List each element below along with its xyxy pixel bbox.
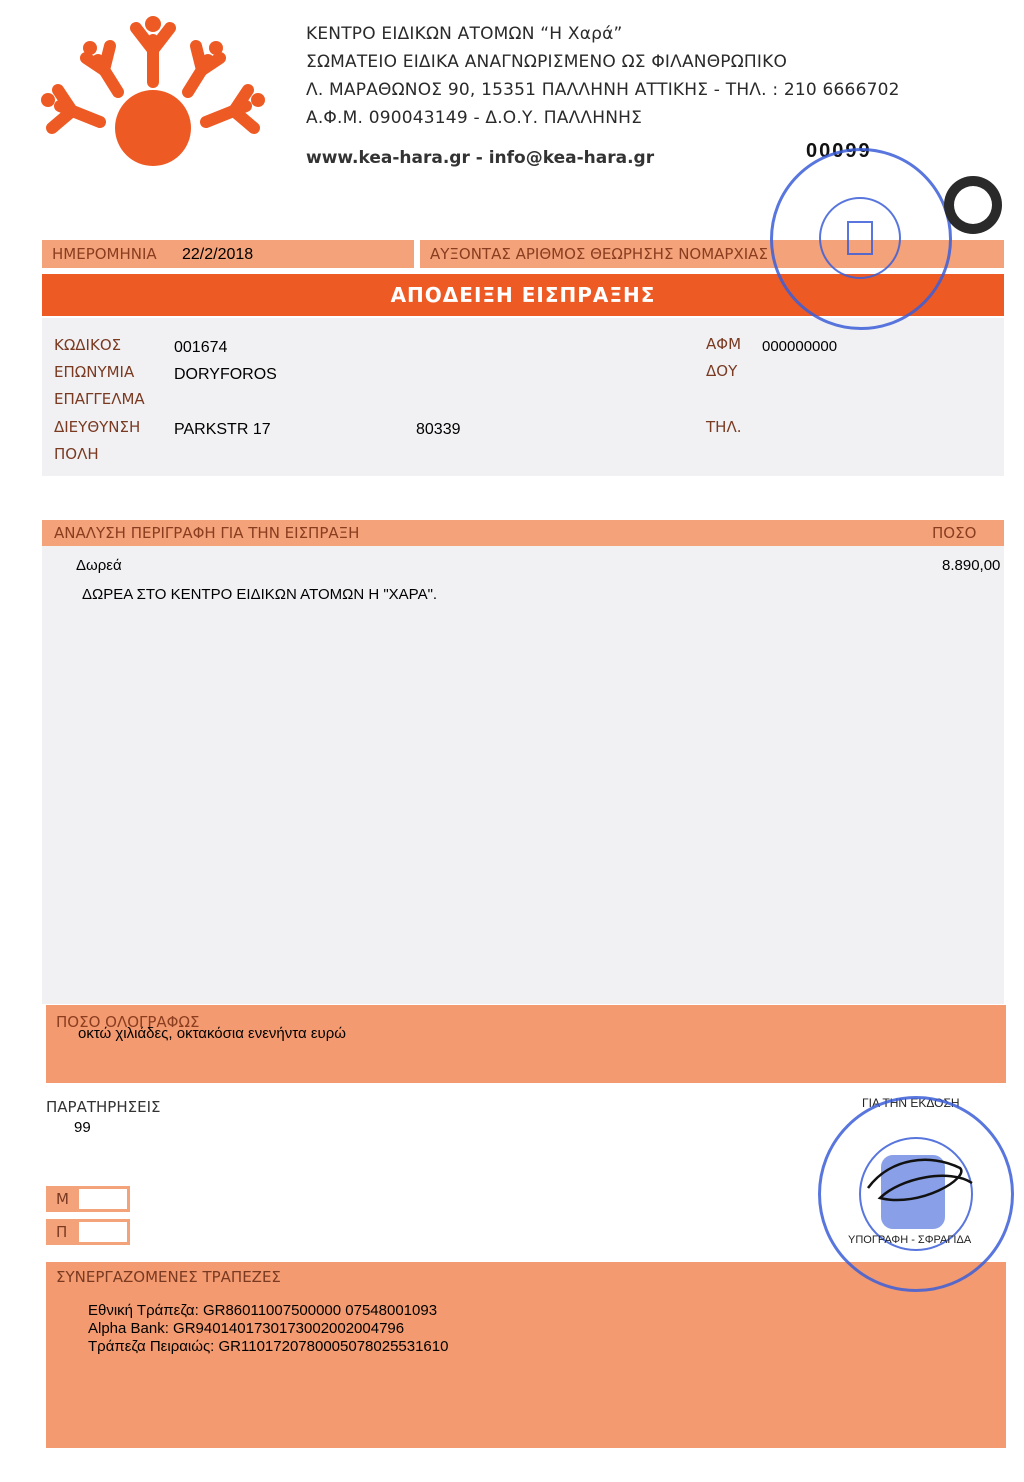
code-label: ΚΩΔΙΚΟΣ (54, 336, 122, 354)
date-bar (42, 240, 414, 268)
org-subtitle: ΣΩΜΑΤΕΙΟ ΕΙΔΙΚΑ ΑΝΑΓΝΩΡΙΣΜΕΝΟ ΩΣ ΦΙΛΑΝΘΡΩΠΙΚΟ (306, 52, 788, 72)
item-amount: 8.890,00 (942, 557, 1001, 574)
receipt-serial-number: 00099 (806, 140, 872, 162)
checkbox-p-row (46, 1219, 130, 1245)
doy-label: ΔΟΥ (706, 362, 738, 380)
issuer-label: ΓΙΑ ΤΗΝ ΕΚΔΟΣΗ (862, 1096, 960, 1110)
phone-label: ΤΗΛ. (706, 418, 742, 436)
date-label: ΗΜΕΡΟΜΗΝΙΑ (52, 245, 157, 263)
amount-words-label: ΠΟΣΟ ΟΛΟΓΡΑΦΩΣ (56, 1013, 200, 1031)
bank-line-alpha: Alpha Bank: GR9401401730173002002004796 (88, 1320, 405, 1337)
org-address: Λ. ΜΑΡΑΘΩΝΟΣ 90, 15351 ΠΑΛΛΗΝΗ ΑΤΤΙΚΗΣ - ΤΗΛ. : 210 6666702 (306, 80, 900, 100)
bank-line-national: Εθνική Τράπεζα: GR86011007500000 07548001093 (88, 1302, 438, 1319)
certification-seal-icon (944, 176, 1002, 234)
org-web-link[interactable]: www.kea-hara.gr - info@kea-hara.gr (306, 148, 655, 168)
city-label: ΠΟΛΗ (54, 445, 99, 463)
receipt-title: ΑΠΟΔΕΙΞΗ ΕΙΣΠΡΑΞΗΣ (390, 283, 656, 307)
checkbox-m-row (46, 1186, 130, 1212)
address-label: ΔΙΕΥΘΥΝΣΗ (54, 418, 141, 436)
checkbox-m-label: Μ (56, 1190, 69, 1208)
amount-words-value: οκτώ χιλιάδες, οκτακόσια ενενήντα ευρώ (78, 1025, 346, 1042)
analysis-label: ΑΝΑΛΥΣΗ ΠΕΡΙΓΡΑΦΗ ΓΙΑ ΤΗΝ ΕΙΣΠΡΑΞΗ (54, 524, 360, 542)
checkbox-p-label: Π (56, 1223, 68, 1241)
date-value: 22/2/2018 (182, 246, 254, 263)
banks-label: ΣΥΝΕΡΓΑΖΟΜΕΝΕΣ ΤΡΑΠΕΖΕΣ (56, 1268, 281, 1286)
afm-label: ΑΦΜ (706, 335, 742, 353)
org-name: ΚΕΝΤΡΟ ΕΙΔΙΚΩΝ ΑΤΟΜΩΝ “Η Χαρά” (306, 24, 623, 44)
serial-label: ΑΥΞΟΝΤΑΣ ΑΡΙΘΜΟΣ ΘΕΩΡΗΣΗΣ ΝΟΜΑΡΧΙΑΣ (430, 245, 768, 263)
org-tax-info: Α.Φ.Μ. 090043149 - Δ.Ο.Υ. ΠΑΛΛΗΝΗΣ (306, 108, 643, 128)
item-name: Δωρεά (76, 557, 122, 574)
afm-value: 000000000 (762, 338, 838, 355)
item-description: ΔΩΡΕΑ ΣΤΟ ΚΕΝΤΡΟ ΕΙΔΙΚΩΝ ΑΤΟΜΩΝ Η "ΧΑΡΑ". (82, 586, 438, 603)
name-value: DORYFOROS (174, 366, 277, 383)
banks-section (46, 1262, 1006, 1448)
bank-line-piraeus: Τράπεζα Πειραιώς: GR1101720780005078025531610 (88, 1338, 449, 1355)
amount-in-words-section (46, 1005, 1006, 1083)
address-value: PARKSTR 17 (174, 421, 271, 438)
remarks-label: ΠΑΡΑΤΗΡΗΣΕΙΣ (46, 1098, 161, 1116)
municipality-stamp (770, 148, 952, 330)
amount-column-label: ΠΟΣΟ (932, 524, 977, 542)
checkbox-p[interactable] (78, 1221, 128, 1243)
coat-of-arms-icon (847, 221, 873, 255)
code-value: 001674 (174, 339, 228, 356)
analysis-body (42, 546, 1004, 1004)
name-label: ΕΠΩΝΥΜΙΑ (54, 363, 135, 381)
organization-logo (38, 10, 268, 180)
checkbox-m[interactable] (78, 1188, 128, 1210)
signature-label: ΥΠΟΓΡΑΦΗ - ΣΦΡΑΓΙΔΑ (848, 1234, 972, 1246)
signature-icon (860, 1148, 980, 1218)
analysis-header (42, 520, 1004, 546)
occupation-label: ΕΠΑΓΓΕΛΜΑ (54, 390, 145, 408)
postcode-value: 80339 (416, 421, 461, 438)
remarks-value: 99 (74, 1119, 91, 1136)
